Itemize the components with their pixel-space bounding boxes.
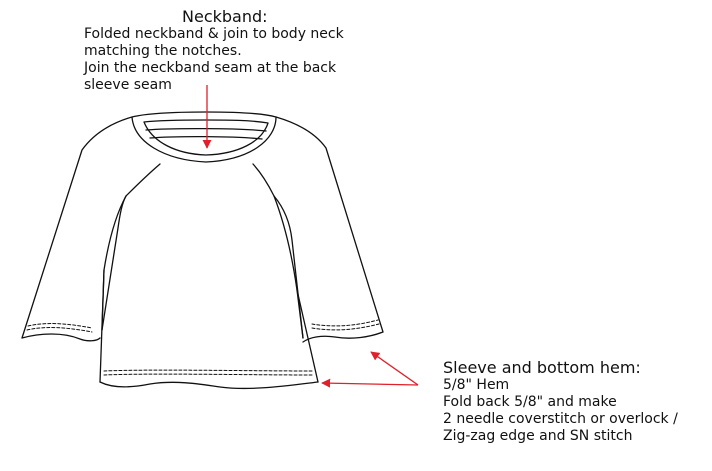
neckband-back [146, 129, 266, 131]
left-sleeve-hem-stitch-2 [27, 328, 92, 332]
right-body-side [297, 290, 318, 382]
bottom-hem-stitch-2 [104, 374, 312, 375]
bottom-hem-edge [100, 382, 318, 388]
right-sleeve-outer [276, 117, 383, 342]
hem-title: Sleeve and bottom hem: [443, 358, 641, 377]
raglan-shirt-outline [22, 112, 383, 388]
neckband-back-2 [150, 137, 262, 139]
left-sleeve-hem-stitch [28, 324, 92, 328]
sleeve-hem-arrow [371, 352, 418, 385]
left-sleeve-outer [22, 117, 132, 341]
neckband-line-1: Folded neckband & join to body neck [84, 26, 344, 42]
hem-line-1: 5/8" Hem [443, 377, 510, 393]
left-body-side [100, 270, 104, 382]
bottom-hem-arrow [322, 383, 418, 385]
hem-line-4: Zig-zag edge and SN stitch [443, 428, 633, 444]
neckband-annotation [84, 7, 344, 94]
right-sleeve-hem-stitch [312, 320, 378, 326]
hem-annotation [443, 358, 678, 445]
neckband-line-2: matching the notches. [84, 43, 242, 59]
bottom-hem-stitch [104, 370, 312, 371]
left-raglan-seam [102, 164, 160, 330]
neckband-title: Neckband: [182, 7, 268, 26]
hem-line-3: 2 needle coverstitch or overlock / [443, 411, 678, 427]
right-raglan-seam [253, 164, 303, 338]
neckband-line-4: sleeve seam [84, 77, 172, 93]
neckband-line-3: Join the neckband seam at the back [84, 60, 337, 76]
right-sleeve-inner [274, 196, 303, 338]
hem-line-2: Fold back 5/8" and make [443, 394, 617, 410]
